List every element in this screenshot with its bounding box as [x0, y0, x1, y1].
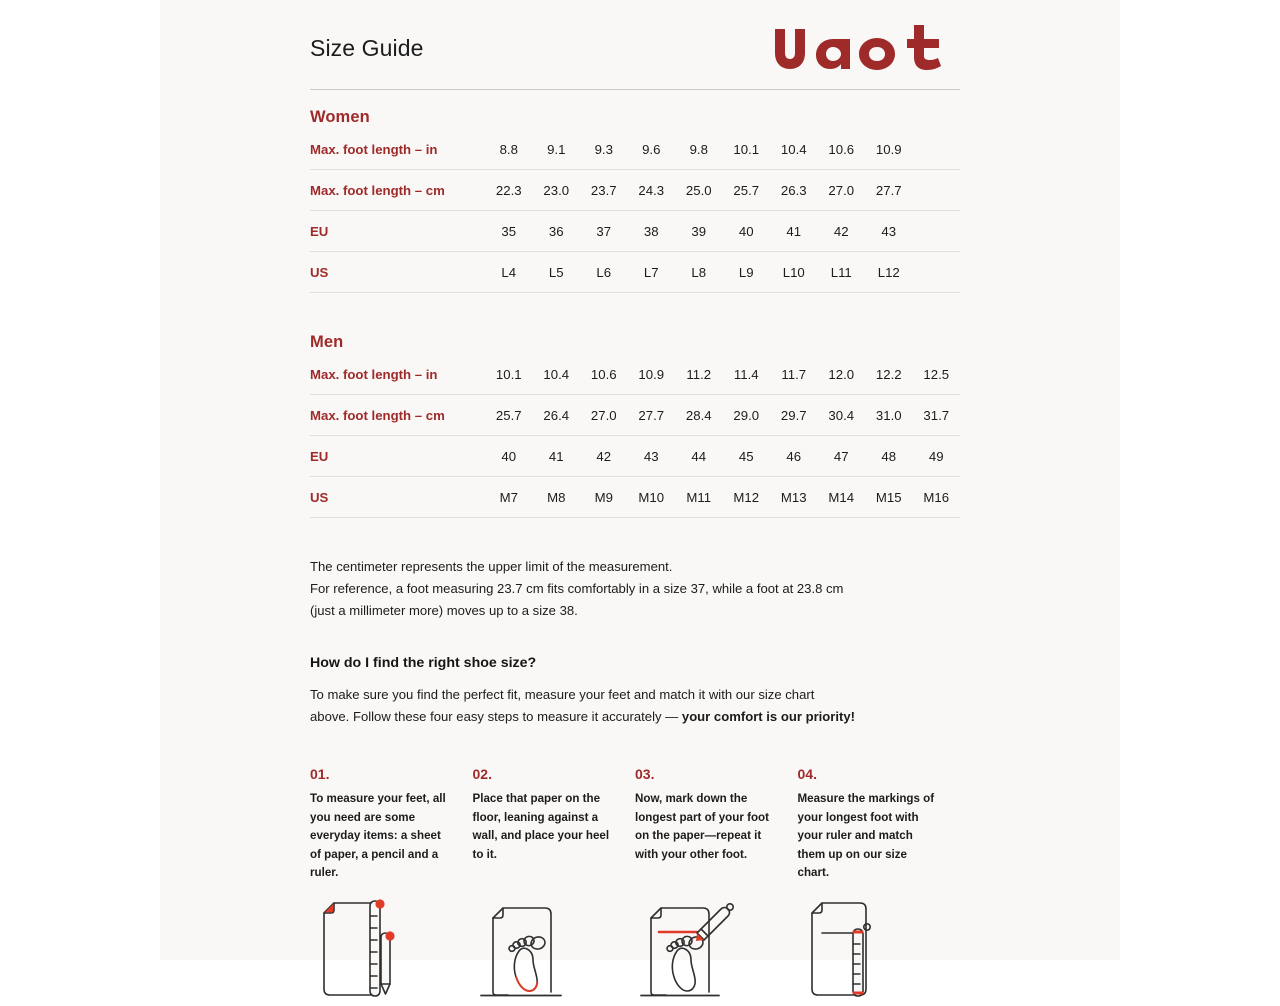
cell: 23.7 [580, 170, 628, 211]
cell: 10.6 [580, 354, 628, 395]
cell: 37 [580, 211, 628, 252]
cell: L8 [675, 252, 723, 293]
header [310, 27, 960, 89]
cell: 10.4 [533, 354, 581, 395]
table-row [310, 252, 960, 293]
cell: 39 [675, 211, 723, 252]
cell: 48 [865, 436, 913, 477]
row-label: Max. foot length – cm [310, 395, 485, 436]
paper-footprint-heel-icon [473, 896, 636, 1006]
howto-body [310, 684, 960, 728]
cell: L4 [485, 252, 533, 293]
table-row [310, 436, 960, 477]
note-line-1: The centimeter represents the upper limit of the measurement. [310, 559, 673, 574]
cell: 9.1 [533, 129, 581, 170]
step-number: 01. [310, 766, 330, 782]
cell: 43 [865, 211, 913, 252]
cell: 10.1 [485, 354, 533, 395]
step-text: To measure your feet, all you need are some everyday items: a sheet of paper, a pencil and a ruler. [310, 792, 446, 880]
howto-line-2-plain: above. Follow these four easy steps to measure it accurately — [310, 709, 682, 724]
cell: 46 [770, 436, 818, 477]
cell: 41 [770, 211, 818, 252]
cell: 8.8 [485, 129, 533, 170]
table-row [310, 211, 960, 252]
paper-mark-ruler-icon [798, 896, 961, 1006]
cell: M10 [628, 477, 676, 518]
cell-empty [913, 252, 961, 293]
cell: 25.0 [675, 170, 723, 211]
cell: 11.2 [675, 354, 723, 395]
page-title: Size Guide [310, 35, 424, 61]
cell: 24.3 [628, 170, 676, 211]
cell: 38 [628, 211, 676, 252]
cell: 35 [485, 211, 533, 252]
cell: L6 [580, 252, 628, 293]
row-label: EU [310, 211, 485, 252]
step-text: Place that paper on the floor, leaning against a wall, and place your heel to it. [472, 792, 610, 861]
cell: 25.7 [723, 170, 771, 211]
cell: 12.0 [818, 354, 866, 395]
section-title-women: Women [310, 108, 370, 126]
row-label: EU [310, 436, 485, 477]
row-label: US [310, 252, 485, 293]
cell: 36 [533, 211, 581, 252]
size-guide-content [310, 0, 960, 960]
cell: M8 [533, 477, 581, 518]
howto-line-1: To make sure you find the perfect fit, measure your feet and match it with our size chart [310, 687, 815, 702]
cell-empty [913, 211, 961, 252]
table-row [310, 395, 960, 436]
howto-heading: How do I find the right shoe size? [310, 655, 537, 671]
cell: 23.0 [533, 170, 581, 211]
cell: M12 [723, 477, 771, 518]
step-number: 02. [472, 766, 492, 782]
cell: 9.3 [580, 129, 628, 170]
cell: 10.1 [723, 129, 771, 170]
cell: M13 [770, 477, 818, 518]
table-spacer [310, 293, 960, 315]
cell: 9.8 [675, 129, 723, 170]
row-label: Max. foot length – in [310, 129, 485, 170]
cell: 27.7 [628, 395, 676, 436]
cell: L9 [723, 252, 771, 293]
cell: M16 [913, 477, 961, 518]
cell: 12.2 [865, 354, 913, 395]
cell: 42 [818, 211, 866, 252]
cell: L10 [770, 252, 818, 293]
cell: M11 [675, 477, 723, 518]
step-number: 03. [635, 766, 655, 782]
cell: 40 [723, 211, 771, 252]
cell: M7 [485, 477, 533, 518]
row-label: US [310, 477, 485, 518]
cell: 42 [580, 436, 628, 477]
cell: 40 [485, 436, 533, 477]
cell: L7 [628, 252, 676, 293]
cell: M9 [580, 477, 628, 518]
table-row [310, 129, 960, 170]
cell: 10.4 [770, 129, 818, 170]
cell: L11 [818, 252, 866, 293]
naot-logo-icon [773, 25, 959, 71]
cell: 29.0 [723, 395, 771, 436]
cell-empty [913, 129, 961, 170]
size-guide-panel [160, 0, 1120, 960]
cell: 27.0 [818, 170, 866, 211]
paper-ruler-pencil-icon [310, 896, 473, 1006]
steps-list [310, 766, 960, 883]
cell: 12.5 [913, 354, 961, 395]
cell: 31.0 [865, 395, 913, 436]
step-item [310, 766, 473, 883]
table-row [310, 477, 960, 518]
cell: 26.3 [770, 170, 818, 211]
step-item [473, 766, 636, 883]
cell: L5 [533, 252, 581, 293]
cell: M14 [818, 477, 866, 518]
header-divider [310, 89, 960, 90]
cell: 49 [913, 436, 961, 477]
table-row [310, 170, 960, 211]
cell: M15 [865, 477, 913, 518]
cell: 43 [628, 436, 676, 477]
men-size-table [310, 354, 960, 518]
note-line-2: For reference, a foot measuring 23.7 cm fits comfortably in a size 37, while a foot at 23.8 cm [310, 581, 844, 596]
cell: 10.9 [628, 354, 676, 395]
step-illustrations [310, 896, 960, 1006]
cell: 27.0 [580, 395, 628, 436]
paper-footprint-pencil-mark-icon [635, 896, 798, 1006]
row-label: Max. foot length – in [310, 354, 485, 395]
row-label: Max. foot length – cm [310, 170, 485, 211]
cell: 10.9 [865, 129, 913, 170]
cell: 27.7 [865, 170, 913, 211]
note-line-3: (just a millimeter more) moves up to a size 38. [310, 603, 578, 618]
step-item [798, 766, 961, 883]
step-text: Measure the markings of your longest foot with your ruler and match them up on our size chart. [797, 792, 935, 880]
step-number: 04. [797, 766, 817, 782]
cell: 31.7 [913, 395, 961, 436]
step-text: Now, mark down the longest part of your foot on the paper—repeat it with your other foot. [635, 792, 769, 861]
women-size-table [310, 129, 960, 293]
cell: 25.7 [485, 395, 533, 436]
cell: 44 [675, 436, 723, 477]
cell: 47 [818, 436, 866, 477]
section-title-men: Men [310, 333, 344, 351]
cell: 26.4 [533, 395, 581, 436]
cell: L12 [865, 252, 913, 293]
cell: 29.7 [770, 395, 818, 436]
cell: 10.6 [818, 129, 866, 170]
cell: 41 [533, 436, 581, 477]
step-item [635, 766, 798, 883]
table-row [310, 354, 960, 395]
cell: 28.4 [675, 395, 723, 436]
cell: 30.4 [818, 395, 866, 436]
cell: 22.3 [485, 170, 533, 211]
measurement-note [310, 556, 960, 622]
cell: 11.4 [723, 354, 771, 395]
cell: 11.7 [770, 354, 818, 395]
cell: 45 [723, 436, 771, 477]
howto-line-2-emphasis: your comfort is our priority! [681, 709, 856, 724]
cell-empty [913, 170, 961, 211]
howto-line-2 [310, 706, 960, 728]
cell: 9.6 [628, 129, 676, 170]
